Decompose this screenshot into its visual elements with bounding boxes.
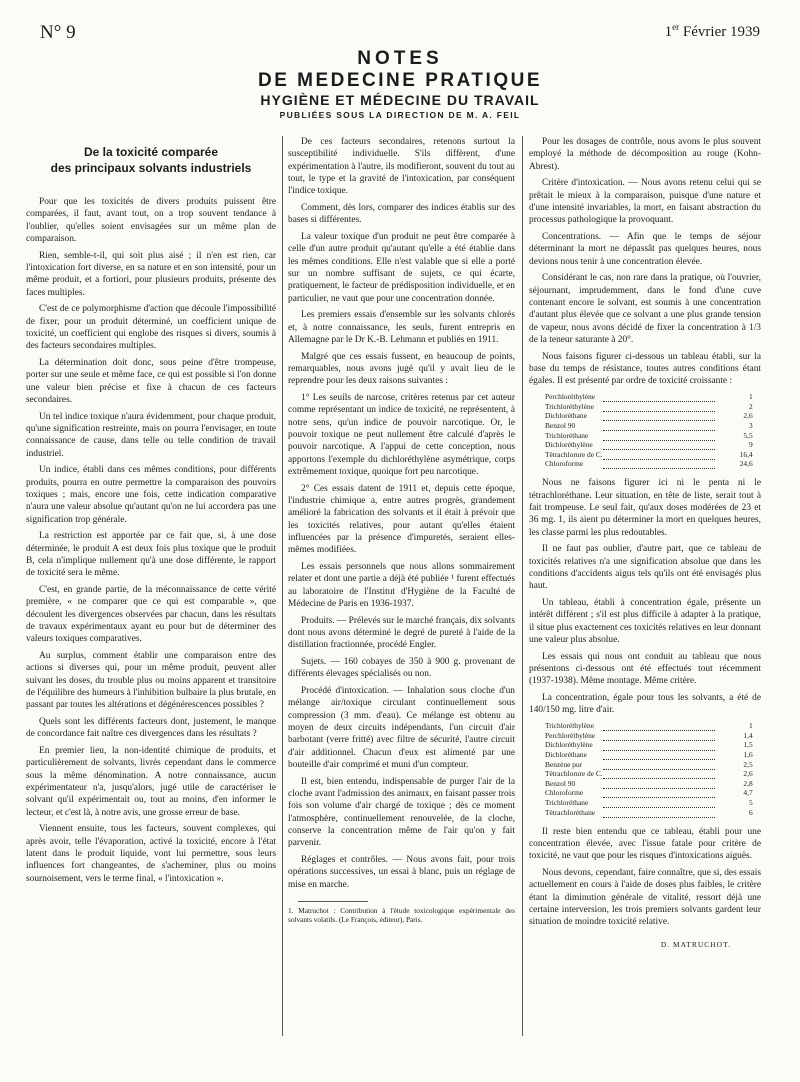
- paragraph: Sujets. — 160 cobayes de 350 à 900 g. provenant de différents élevages spécialisés ou non.: [288, 657, 515, 680]
- paragraph: Comment, dès lors, comparer des indices établis sur des bases si différentes.: [288, 202, 515, 226]
- column-3-body: [529, 826, 761, 929]
- paragraph: Quels sont les différents facteurs dont, justement, le manque de concordance fait naître ces divergences dans les résultats ?: [26, 717, 276, 740]
- masthead-subtitle: DE MEDECINE PRATIQUE: [257, 70, 542, 91]
- paragraph: Pour les dosages de contrôle, nous avons le plus souvent employé la méthode de décomposition au rouge (Kohn-Abrest).: [529, 137, 761, 172]
- dot-leader: [603, 392, 715, 402]
- table-row: [545, 421, 755, 431]
- masthead-section: HYGIÈNE ET MÉDECINE DU TRAVAIL: [260, 92, 540, 108]
- solvent-name: Dichloréthane: [545, 750, 587, 760]
- toxicity-value: 1: [748, 392, 753, 402]
- paragraph: C'est de ce polymorphisme d'action que découle l'impossibilité de fixer, pour un produit déterminé, un coefficient unique de toxicité, un coefficient qui englobe des risques si divers, soumis à des facteurs secondaires multiples.: [26, 304, 276, 352]
- table-row: [545, 740, 755, 750]
- solvent-name: Dichloréthylène: [545, 740, 593, 750]
- toxicity-value: 6: [748, 807, 753, 817]
- author-signature: D. MATRUCHOT.: [660, 939, 731, 949]
- solvent-name: Chloroforme: [545, 788, 584, 798]
- column-3-body: [529, 477, 761, 716]
- solvent-name: Benzène pur: [545, 759, 583, 769]
- solvent-name: Tétrachlorure de C.: [545, 449, 603, 459]
- issue-number: N° 9: [40, 22, 76, 43]
- paragraph: C'est, en grande partie, de la méconnaissance de cette vérité première, « ne comparer que ce qui est comparable », que découlent les divergences observées par chacun, dans les résultats de travaux expérimentaux ayant eu pour but de déterminer des valeurs toxiques comparatives.: [26, 585, 276, 645]
- table-row: [545, 392, 755, 402]
- column-1: [26, 136, 276, 1046]
- solvent-name: Benzol 90: [545, 778, 576, 788]
- footnote-rule: [298, 901, 368, 902]
- dot-leader: [603, 779, 715, 789]
- paragraph: La valeur toxique d'un produit ne peut être comparée à celle d'un autre produit qu'autant qu'elle a été établie dans les mêmes conditions. Elle n'est valable que si elle a porté sur un nombre suffisant de sujets, ce qui écarte, pratiquement, le facteur de prédisposition individuelle, et en particulier, ne vaut que pour une concentration donnée.: [288, 232, 515, 304]
- table-row: [545, 459, 755, 469]
- dot-leader: [603, 760, 715, 770]
- solvent-name: Trichloréthylène: [545, 721, 594, 731]
- paragraph: Il est, bien entendu, indispensable de purger l'air de la cloche avant l'admission des animaux, en faisant passer trois fois son volume d'air chargé de toxique ; dès ce moment l'atmosphère, continuellement renouvelée, de la cloche, conserve la concentration même de l'air qu'on y fait parvenir.: [288, 776, 515, 849]
- solvent-name: Trichloréthylène: [545, 401, 594, 411]
- paragraph: La détermination doit donc, sous peine d'être trompeuse, porter sur une seule et même face, ce qui est possible si l'on donne une valeur bien précise et fixe à chacun de ces facteurs secondaires.: [26, 358, 276, 405]
- page-header: [40, 22, 760, 46]
- paragraph: Les essais personnels que nous allons sommairement relater et dont une partie a déjà été publiée ¹ furent effectués au laboratoire de l'Institut d'Hygiène de la Faculté de Médecine de Paris en 1936-1937.: [288, 562, 515, 609]
- column-1-body: [26, 196, 276, 885]
- dot-leader: [603, 808, 715, 818]
- table-row: [545, 731, 755, 741]
- paragraph: Considérant le cas, non rare dans la pratique, où l'ouvrier, séjournant, imprudemment, dans le fond d'une cuve contenant encore le solvant, est soumis à une concentration d'autant plus élevée que ce solvant a une plus grande tension de vapeur, nous avons décidé de fixer la concentration à 1/3 de la teneur saturante à 20°.: [529, 273, 761, 345]
- toxicity-value: 16,4: [739, 449, 753, 459]
- article-title: De la toxicité comparée des principaux solvants industriels: [50, 145, 252, 175]
- solvent-name: Benzol 90: [545, 420, 576, 430]
- paragraph: 2° Ces essais datent de 1911 et, depuis cette époque, l'industrie chimique a, entre autres progrès, grandement amélioré la fabrication des solvants et il était à prévoir que les toxicités relatives, pour autant qu'elles étaient influencées par la présence d'impuretés, seraient elles-mêmes modifiées.: [288, 483, 515, 556]
- toxicity-value: 5: [748, 797, 753, 807]
- toxicity-value: 2,5: [743, 759, 753, 769]
- paragraph: La restriction est apportée par ce fait que, si, à une dose déterminée, le produit A est deux fois plus toxique que le produit B, cela n'implique nullement qu'à une dose différente, le rapport de toxicité sera le même.: [26, 531, 276, 579]
- solvent-name: Tétrachloréthane: [545, 807, 596, 817]
- dot-leader: [603, 402, 715, 412]
- toxicity-value: 2,6: [743, 411, 753, 421]
- masthead-title: NOTES: [357, 48, 443, 69]
- paragraph: 1° Les seuils de narcose, critères retenus par cet auteur comme représentant un indice de toxicité, ne représentent, à notre sens, qu'un indice de pouvoir narcotique. Or, le pouvoir toxique ne peut nullement être calculé d'après le pouvoir narcotique. A l'appui de cette conception, nous apportons l'exemple du dichloréthylène asymétrique, corps extrêmement toxique, quoique fort peu narcotique.: [288, 393, 515, 477]
- paragraph: Au surplus, comment établir une comparaison entre des actions si diverses qui, pour un même produit, peuvent aller suivant les doses, du trouble plus ou moins apparent et transitoire de l'équilibre des humeurs à l'inhibition bulbaire la plus brutale, en passant par toutes les altérations et dégénérescences possibles ?: [26, 651, 276, 711]
- dot-leader: [603, 769, 715, 779]
- column-3-body: [529, 136, 761, 388]
- solvent-name: Dichloréthane: [545, 411, 587, 421]
- toxicity-value: 9: [748, 440, 753, 450]
- table-row: [545, 798, 755, 808]
- paragraph: De ces facteurs secondaires, retenons surtout la susceptibilité individuelle. S'ils diffèrent, d'une expérimentation à l'autre, ils modifieront, souvent du tout au tout, le type et la gravité de l'intoxication, par conséquent l'indice toxique.: [288, 137, 515, 197]
- paragraph: Concentrations. — Afin que le temps de séjour déterminant la mort ne dépassât pas quelques heures, nous devions nous tenir à une concentration élevée.: [529, 232, 761, 267]
- paragraph: Réglages et contrôles. — Nous avons fait, pour trois opérations successives, un essai à blanc, puis un réglage de mise en marche.: [288, 855, 515, 890]
- paragraph: Un tel indice toxique n'aura évidemment, pour chaque produit, qu'une signification restreinte, mais on pourra l'envisager, en toute connaissance de cause, dans telle ou telle condition de travail industriel.: [26, 411, 276, 459]
- dot-leader: [603, 421, 715, 431]
- dot-leader: [603, 450, 715, 460]
- solvent-name: Tétrachlorure de C.: [545, 769, 603, 779]
- solvent-name: Perchloréthylène: [545, 392, 596, 402]
- paragraph: Un tableau, établi à concentration égale, présente un intérêt différent ; s'il est plus difficile à adapter à la pratique, il situe plus exactement ces toxicités relatives en leur donnant une valeur plus absolue.: [529, 598, 761, 645]
- paragraph: Pour que les toxicités de divers produits puissent être comparées, il faut, avant tout, on a trop souvent tendance à l'oublier, qu'elles soient envisagées sur un même plan de comparaison.: [26, 197, 276, 244]
- dot-leader: [603, 740, 715, 750]
- solvent-name: Trichloréthane: [545, 797, 589, 807]
- paragraph: Un indice, établi dans ces mêmes conditions, pour différents produits, pourra en outre permettre la comparaison des pouvoirs toxiques ; mais, encore une fois, cette indication comparative n'aura une valeur absolue qu'autant qu'on ne lui accordera pas une signification trop générale.: [26, 465, 276, 525]
- solvent-name: Chloroforme: [545, 459, 584, 469]
- dot-leader: [603, 721, 715, 731]
- paragraph: Critère d'intoxication. — Nous avons retenu celui qui se prêtait le mieux à la comparaison, puisque d'une nature et d'une intensité invariables, la mort, en faisant abstraction du processus pathologique la provoquant.: [529, 178, 761, 226]
- paragraph: Nous ne faisons figurer ici ni le penta ni le tétrachloréthane. Leur situation, en tête de liste, serait tout à fait trompeuse. Le seul fait, qu'aux doses modérées de 23 et 36 mg. 1, ils aient pu déterminer la mort en quelques heures, les classe parmi les plus redoutables.: [529, 478, 761, 538]
- column-rule: [522, 136, 523, 1036]
- table-row: [545, 788, 755, 798]
- masthead-editor: PUBLIÉES SOUS LA DIRECTION DE M. A. FEIL: [279, 110, 521, 120]
- table-row: [545, 808, 755, 818]
- paragraph: Rien, semble-t-il, qui soit plus aisé ; il n'en est rien, car l'intoxication fort diverse, en sa nature et en son intensité, pour un même produit, et a fortiori, pour plusieurs produits, présente des faces multiples.: [26, 250, 276, 298]
- toxicity-value: 4,7: [743, 788, 753, 798]
- paragraph: Les premiers essais d'ensemble sur les solvants chlorés et, à notre connaissance, les seuls, furent entrepris en Allemagne par le Dr K.-B. Lehmann et publiés en 1911.: [288, 310, 515, 345]
- paragraph: Nous faisons figurer ci-dessous un tableau établi, sur la base du temps de résistance, toutes autres conditions étant égales. Il est présenté par ordre de toxicité croissante :: [529, 351, 761, 387]
- toxicity-value: 24,6: [739, 459, 753, 469]
- toxicity-value: 3: [748, 420, 753, 430]
- dot-leader: [603, 750, 715, 760]
- dot-leader: [603, 411, 715, 421]
- toxicity-value: 2,6: [743, 769, 753, 779]
- table-row: [545, 769, 755, 779]
- column-rule: [282, 136, 283, 1036]
- table-row: [545, 431, 755, 441]
- dot-leader: [603, 459, 715, 469]
- paragraph: Il ne faut pas oublier, d'autre part, que ce tableau de toxicités relatives n'a une signification absolue que dans les conditions d'accidents aigus tels qu'ils ont été envisagés plus haut.: [529, 544, 761, 592]
- footnote: 1. Matruchot : Contribution à l'étude toxicologique expérimentale des solvants volatils. (Le François, éditeur), Paris.: [288, 905, 515, 925]
- toxicity-value: 1,5: [743, 740, 753, 750]
- toxicity-table-resistance: [545, 392, 755, 469]
- toxicity-value: 1,6: [743, 750, 753, 760]
- toxicity-table-concentration: [545, 721, 755, 817]
- table-row: [545, 402, 755, 412]
- column-2-body: [288, 136, 515, 891]
- toxicity-value: 2,8: [743, 778, 753, 788]
- paragraph: La concentration, égale pour tous les solvants, a été de 140/150 mg. litre d'air.: [529, 693, 761, 716]
- paragraph: Malgré que ces essais fussent, en beaucoup de points, remarquables, nous avons jugé qu'il y avait lieu de le reprendre pour les deux raisons suivantes :: [288, 351, 515, 387]
- paragraph: Les essais qui nous ont conduit au tableau que nous présentons ci-dessous ont été effectués tout récemment (1937-1938). Même montage. Même critère.: [529, 651, 761, 687]
- masthead: [0, 48, 800, 122]
- paragraph: Viennent ensuite, tous les facteurs, souvent complexes, qui après avoir, telle l'évaporation, activé la toxicité, encore à l'état latent dans le produit liquide, vont lui permettre, sous leurs influences fort changeantes, de s'acheminer, plus ou moins sournoisement, vers le terme final, « l'intoxication ».: [26, 824, 276, 884]
- dot-leader: [603, 431, 715, 441]
- paragraph: Il reste bien entendu que ce tableau, établi pour une concentration élevée, avec l'issue fatale pour critère de toxicité, ne vaut que pour les risques d'intoxications aiguës.: [529, 826, 761, 862]
- paragraph: Nous devons, cependant, faire connaître, que si, des essais actuellement en cours à l'aide de doses plus faibles, le critère étant la diminution générale de vitalité, ressort déjà une certaine interversion, les trois premiers solvants gardent leur situation de moindre toxicité relative.: [529, 868, 761, 928]
- dot-leader: [603, 788, 715, 798]
- table-row: [545, 440, 755, 450]
- column-2: [288, 136, 515, 1036]
- dot-leader: [603, 440, 715, 450]
- dot-leader: [603, 731, 715, 741]
- table-row: [545, 721, 755, 731]
- paragraph: Procédé d'intoxication. — Inhalation sous cloche d'un mélange air/toxique circulant continuellement sous compression (3 mm. d'eau). Ce mélange est obtenu au moyen de deux circuits indépendants, l'un circuit d'air barbotant (verre fritté) avec filtre de sécurité, l'autre circuit d'air additionnel. Chacun d'eux est alimenté par une bouteille d'air comprimé et muni d'un compteur.: [288, 686, 515, 770]
- column-3: [529, 136, 761, 1046]
- issue-date: 1er Février 1939: [664, 22, 760, 40]
- dot-leader: [603, 798, 715, 808]
- toxicity-value: 5,5: [743, 430, 753, 440]
- table-row: [545, 760, 755, 770]
- solvent-name: Dichloréthylène: [545, 440, 593, 450]
- table-row: [545, 411, 755, 421]
- table-row: [545, 779, 755, 789]
- solvent-name: Trichloréthane: [545, 430, 589, 440]
- table-row: [545, 450, 755, 460]
- solvent-name: Perchloréthylène: [545, 730, 596, 740]
- toxicity-value: 1: [748, 721, 753, 731]
- table-row: [545, 750, 755, 760]
- paragraph: En premier lieu, la non-identité chimique de produits, et particulièrement de solvants, livrés cependant dans le commerce sous la même dénomination. A notre connaissance, aucun expérimentateur n'a, jusqu'alors, jugé utile de caractériser le solvant qu'il expérimentait ou, tout au moins, d'en informer le lecteur, et c'est là, à notre avis, une grosse erreur de base.: [26, 746, 276, 818]
- toxicity-value: 1,4: [743, 730, 753, 740]
- paragraph: Produits. — Prélevés sur le marché français, dix solvants dont nous avons déterminé le degré de pureté à l'aide de la distillation fractionnée, procédé Engler.: [288, 615, 515, 651]
- toxicity-value: 2: [748, 401, 753, 411]
